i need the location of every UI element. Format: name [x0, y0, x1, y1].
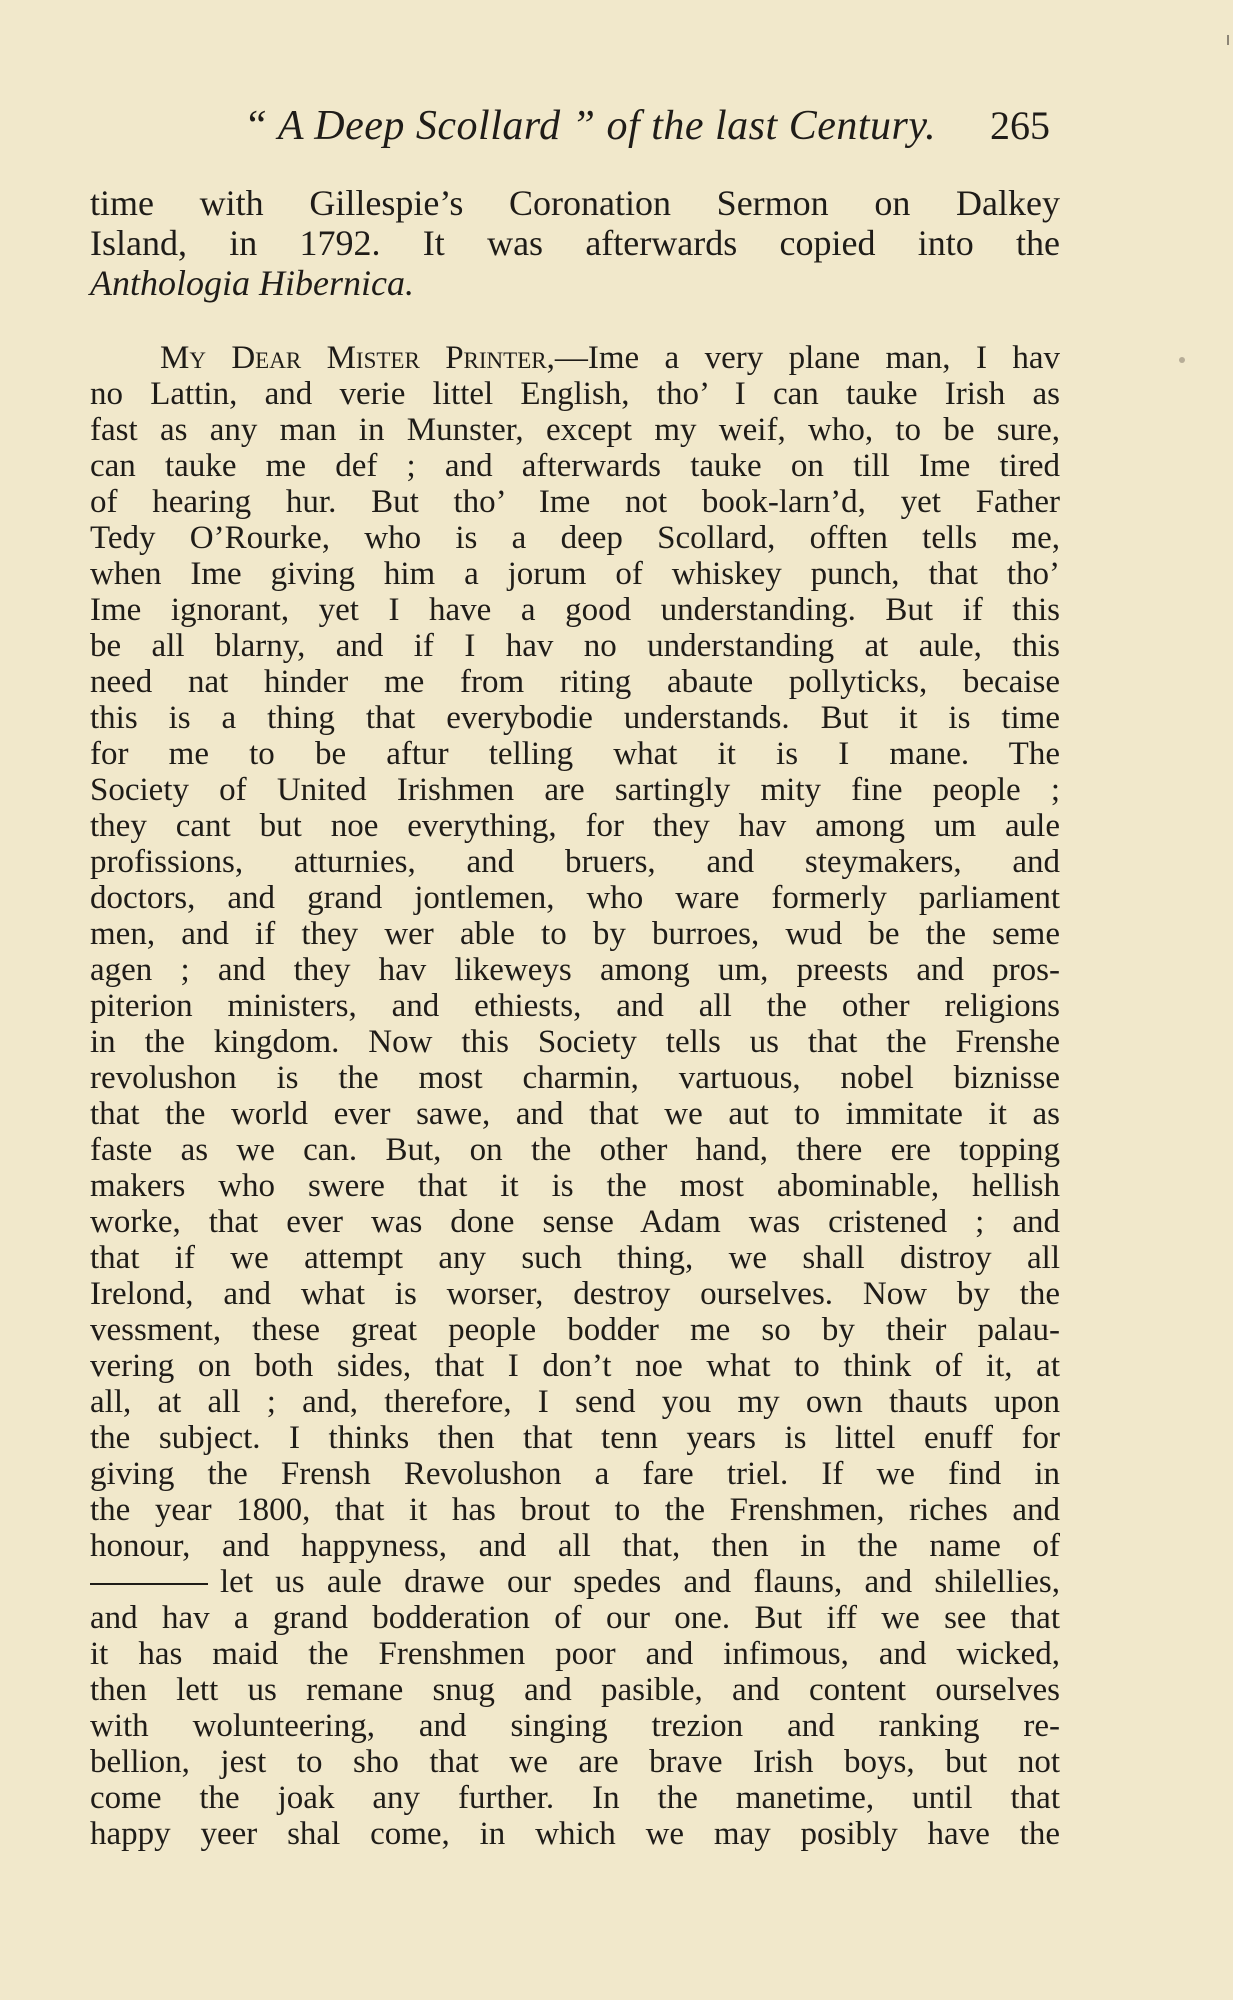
running-head: “ A Deep Scollard ” of the last Century. [243, 103, 937, 149]
letter-line: in the kingdom. Now this Society tells us that the Frenshe [90, 1024, 1060, 1060]
letter-line: vering on both sides, that I don’t noe what to think of it, at [90, 1348, 1060, 1384]
letter-line: the subject. I thinks then that tenn years is littel enuff for [90, 1420, 1060, 1456]
paragraph-gap [90, 303, 1060, 340]
letter-line: they cant but noe everything, for they hav among um aule [90, 808, 1060, 844]
letter-line: when Ime giving him a jorum of whiskey punch, that tho’ [90, 556, 1060, 592]
letter-line: Society of United Irishmen are sartingly mity fine people ; [90, 772, 1060, 808]
letter-line: for me to be aftur telling what it is I mane. The [90, 736, 1060, 772]
letter-line: can tauke me def ; and afterwards tauke on till Ime tired [90, 448, 1060, 484]
letter-line: and hav a grand bodderation of our one. But iff we see that [90, 1600, 1060, 1636]
letter-line: worke, that ever was done sense Adam was cristened ; and [90, 1204, 1060, 1240]
letter-line: profissions, atturnies, and bruers, and steymakers, and [90, 844, 1060, 880]
letter-line: be all blarny, and if I hav no understanding at aule, this [90, 628, 1060, 664]
blank-rule-line [90, 1564, 1060, 1600]
letter-line: bellion, jest to sho that we are brave Irish boys, but not [90, 1744, 1060, 1780]
letter-line: Irelond, and what is worser, destroy ourselves. Now by the [90, 1276, 1060, 1312]
letter-line: honour, and happyness, and all that, then in the name of [90, 1528, 1060, 1564]
letter-line: giving the Frensh Revolushon a fare triel. If we find in [90, 1456, 1060, 1492]
intro-line: Anthologia Hibernica. [90, 263, 414, 303]
letter-line: men, and if they wer able to by burroes, wud be the seme [90, 916, 1060, 952]
letter-first-line [90, 340, 1060, 376]
letter-line: it has maid the Frenshmen poor and infimous, and wicked, [90, 1636, 1060, 1672]
page-edge-mark [1227, 35, 1229, 45]
letter-line: makers who swere that it is the most abominable, hellish [90, 1168, 1060, 1204]
letter-line: the year 1800, that it has brout to the Frenshmen, riches and [90, 1492, 1060, 1528]
first-line-rest: Ime a very plane man, I hav [587, 340, 1060, 376]
letter-paragraph [90, 340, 1060, 1852]
letter-line: doctors, and grand jontlemen, who ware formerly parliament [90, 880, 1060, 916]
intro-line: time with Gillespie’s Coronation Sermon on Dalkey [90, 183, 1060, 223]
page-body [90, 183, 1060, 1852]
letter-line: Ime ignorant, yet I have a good understanding. But if this [90, 592, 1060, 628]
blank-rule [90, 1583, 208, 1585]
blank-rule-text: let us aule drawe our spedes and flauns, and shilellies, [220, 1564, 1060, 1600]
letter-line: of hearing hur. But tho’ Ime not book-larn’d, yet Father [90, 484, 1060, 520]
margin-speck [1179, 357, 1185, 363]
letter-line: faste as we can. But, on the other hand, there ere topping [90, 1132, 1060, 1168]
letter-line: that if we attempt any such thing, we shall distroy all [90, 1240, 1060, 1276]
letter-line: need nat hinder me from riting abaute pollyticks, becaise [90, 664, 1060, 700]
letter-line: vessment, these great people bodder me so by their palau- [90, 1312, 1060, 1348]
letter-line: revolushon is the most charmin, vartuous, nobel biznisse [90, 1060, 1060, 1096]
letter-line: come the joak any further. In the manetime, until that [90, 1780, 1060, 1816]
intro-line: Island, in 1792. It was afterwards copied into the [90, 223, 1060, 263]
letter-line: fast as any man in Munster, except my weif, who, to be sure, [90, 412, 1060, 448]
letter-line: no Lattin, and verie littel English, tho’ I can tauke Irish as [90, 376, 1060, 412]
letter-line: then lett us remane snug and pasible, and content ourselves [90, 1672, 1060, 1708]
page-number: 265 [990, 103, 1050, 148]
letter-line: that the world ever sawe, and that we aut to immitate it as [90, 1096, 1060, 1132]
letter-line: happy yeer shal come, in which we may posibly have the [90, 1816, 1060, 1852]
letter-line: Tedy O’Rourke, who is a deep Scollard, offten tells me, [90, 520, 1060, 556]
salutation: My Dear Mister Printer,— [160, 340, 588, 376]
page-header [90, 100, 1050, 152]
letter-line: agen ; and they hav likeweys among um, preests and pros- [90, 952, 1060, 988]
letter-line: all, at all ; and, therefore, I send you my own thauts upon [90, 1384, 1060, 1420]
letter-line: piterion ministers, and ethiests, and all the other religions [90, 988, 1060, 1024]
intro-paragraph [90, 183, 1060, 303]
letter-line: this is a thing that everybodie understands. But it is time [90, 700, 1060, 736]
letter-line: with wolunteering, and singing trezion and ranking re- [90, 1708, 1060, 1744]
